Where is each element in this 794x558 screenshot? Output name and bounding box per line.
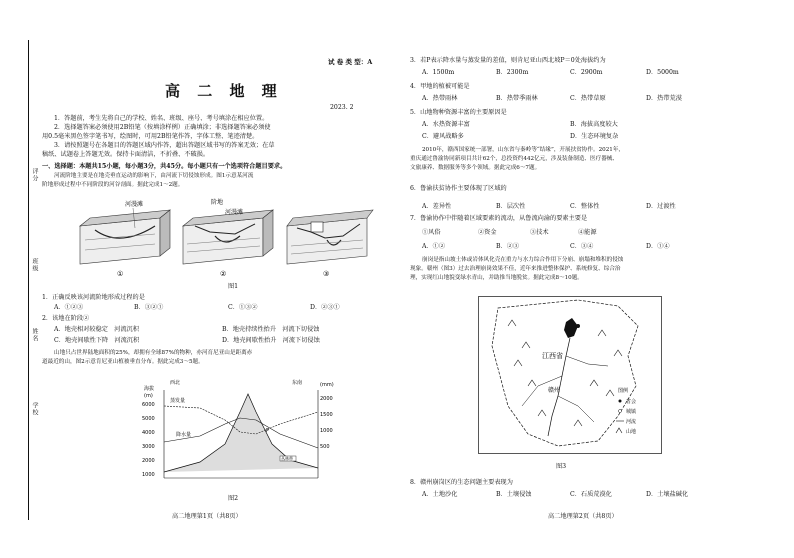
q2-option-c[interactable]: C．地壳间歇性下降 河流沉积: [54, 337, 140, 344]
fig1-label-floodplain-1: 河漫滩: [125, 201, 144, 208]
q7-item-3: ③技术: [530, 229, 549, 236]
q8-stem: 8．赣州崩岗区的生态问题主要表现为: [410, 479, 513, 486]
intro-line: 2010年，赣西国家统一部署，山东省与秦岭等“结缘”，开展扶贫协作。2021年，: [422, 147, 625, 153]
figure-1: [75, 196, 375, 288]
fig2-label-forest: 丛林带: [281, 456, 293, 461]
q1-option-d[interactable]: D．②③①: [310, 304, 340, 311]
q7-item-2: ②资金: [478, 229, 497, 236]
binding-label-class: 班级: [31, 258, 38, 272]
q5-stem: 5．山地物种资源丰富的主要原因是: [410, 109, 507, 116]
intro-line: 道最近的山，图2示意肯尼亚山植被垂直分布。据此完成3～5题。: [42, 359, 204, 365]
q6-option-c[interactable]: C．整体性: [570, 203, 600, 210]
fig2-label-northwest: 西北: [170, 380, 181, 386]
fig1-panel-2: [183, 210, 273, 264]
q4-option-b[interactable]: B．热带季雨林: [496, 95, 538, 102]
footer-right: 高二地理第2页（共8页）: [548, 513, 618, 520]
q3-option-a[interactable]: A．1500m: [422, 69, 455, 76]
instruction-line: 1．答题前，考生先将自己的学校、姓名、班级、座号、考号填涂在相应位置。: [54, 115, 269, 122]
fig1-label-floodplain-2: 河漫滩: [225, 209, 244, 216]
exam-type: 试 卷 类 型：A: [328, 58, 373, 66]
fig3-label-ganzhou: 赣州: [548, 387, 561, 394]
fig2-label-precipitation: 降水量: [176, 432, 192, 438]
q5-option-d[interactable]: D．生态环境复杂: [570, 133, 619, 140]
intro-q3: [42, 349, 252, 367]
instruction-line: 用0.5毫米黑色签字笔书写，绘图时，可用2B铅笔作答，字体工整、笔迹清楚。: [42, 133, 259, 140]
q6-stem: 6．鲁渝扶贫协作主要体现了区域的: [410, 185, 507, 192]
q4-option-a[interactable]: A．热带雨林: [422, 95, 458, 102]
fig1-panel-label-2: ②: [220, 270, 227, 278]
intro-q1: [42, 172, 253, 190]
fig2-right-axis-title: (mm): [320, 382, 334, 388]
q8-option-b[interactable]: B．土壤侵蚀: [496, 491, 532, 498]
binding-line: [28, 40, 29, 520]
fig2-right-tick: 1500: [320, 412, 333, 418]
fig2-left-tick: 4000: [142, 430, 155, 436]
q1-option-b[interactable]: B．③②①: [134, 304, 164, 311]
figure-3-caption: 图3: [556, 463, 567, 470]
instruction-line: 2．选择题答案必须使用2B铅笔（按填涂样例）正确填涂；非选择题答案必须使: [54, 124, 271, 131]
fig3-legend-item: 城镇: [626, 409, 637, 415]
q6-option-a[interactable]: A．差异性: [422, 203, 452, 210]
intro-line: 山地只占世界陆地面积的25%，却拥有全球87%的物种，亦河育尼亚山是距离赤: [54, 350, 253, 356]
exam-date: 2023. 2: [330, 104, 354, 111]
fig3-legend-item: 河流: [626, 419, 637, 425]
section-heading: 一、选择题：本题共15小题，每小题3分，共45分。每小题只有一个选项符合题目要求。: [42, 163, 287, 170]
instruction-line: 稿纸、试题卷上答题无效。保持卡面清洁，不折叠、不破损。: [42, 151, 210, 158]
fig2-left-tick: 2000: [142, 458, 155, 464]
fig1-label-terrace: 阶地: [211, 199, 224, 206]
q7-item-1: ①风俗: [422, 229, 441, 236]
figure-3: [478, 296, 662, 454]
fig2-label-southeast: 东南: [292, 380, 303, 386]
figure-2: [140, 372, 340, 490]
legend-capital-icon: [619, 400, 622, 403]
fig2-label-p: P: [266, 428, 270, 434]
q3-option-d[interactable]: D．5000m: [646, 69, 679, 76]
binding-label-score: 评分: [31, 168, 38, 182]
intro-line: 阶地形成过程中不同阶段的河谷剖面。据此完成1～2题。: [42, 182, 184, 188]
q6-option-b[interactable]: B．层次性: [496, 203, 526, 210]
binding-margin: [0, 0, 36, 558]
q7-item-4: ④能源: [578, 229, 597, 236]
q7-option-d[interactable]: D．①④: [646, 243, 670, 250]
q3-option-b[interactable]: B．2300m: [496, 69, 529, 76]
fig2-left-tick: 3000: [142, 444, 155, 450]
q3-stem: 3．若P表示降水量与蒸发量的差值，则肯尼亚山西北坡P＝0处海拔约为: [410, 57, 606, 64]
q6-option-d[interactable]: D．过渡性: [646, 203, 676, 210]
fig2-left-tick: 1000: [142, 472, 155, 478]
intro-line: 现象。赣州（图3）过去治理崩岗效果不佳，近年来推进整体保护、系统修复、综合治: [410, 266, 621, 272]
q5-option-b[interactable]: B．海拔高度较大: [570, 121, 618, 128]
fig3-legend-title: 图例: [618, 388, 629, 394]
fig3-label-province: 江西省: [542, 352, 563, 360]
fig2-right-tick: 2000: [320, 396, 333, 402]
fig2-left-axis-title: 海拔: [144, 386, 155, 392]
q5-option-c[interactable]: C．避风战略多: [422, 133, 464, 140]
intro-line: 崩岗是指山坡土体或岩体风化壳在重力与水力综合作用下分崩、崩塌和堆积的侵蚀: [422, 257, 624, 263]
fig3-legend-item: 山地: [626, 429, 637, 435]
instructions: [42, 114, 275, 159]
q5-option-a[interactable]: A．水热资源丰富: [422, 121, 470, 128]
intro-line: 文旅康养、数据服务等多个领域。据此完成6～7题。: [410, 165, 541, 171]
q3-option-c[interactable]: C．2900m: [570, 69, 603, 76]
q2-option-b[interactable]: B．地壳持续性抬升 河流下切侵蚀: [222, 326, 320, 333]
q8-option-c[interactable]: C．石质荒漠化: [570, 491, 612, 498]
q8-option-a[interactable]: A．土地沙化: [422, 491, 458, 498]
q7-option-c[interactable]: C．③④: [570, 243, 594, 250]
binding-label-school: 学校: [31, 402, 38, 416]
legend-town-icon: [619, 410, 622, 413]
intro-line: 重庆通过鲁渝协同新项目共计62个，总投资约442亿元，涉及装备制造、医疗器械、: [410, 156, 618, 162]
q1-option-c[interactable]: C．①③②: [228, 304, 258, 311]
intro-q8: [410, 256, 623, 283]
q7-option-b[interactable]: B．②③: [496, 243, 520, 250]
fig1-panel-3: [287, 210, 373, 264]
q7-stem: 7．鲁渝协作中伴随着区域要素的流动，从鲁流向渝的要素主要是: [410, 215, 588, 222]
intro-q6: [410, 146, 624, 173]
page-title: 高 二 地 理: [165, 82, 283, 100]
q2-option-a[interactable]: A．地壳相对较稳定 河流沉积: [54, 326, 139, 333]
binding-label-name: 姓名: [31, 328, 38, 342]
q2-option-d[interactable]: D．地壳间歇性抬升 河流下切侵蚀: [222, 337, 320, 344]
fig2-label-evaporation: 蒸发量: [170, 398, 186, 404]
q1-option-a[interactable]: A．①②③: [54, 304, 84, 311]
fig1-panel-1: [80, 210, 170, 264]
q8-option-d[interactable]: D．土壤盐碱化: [646, 491, 689, 498]
fig1-panel-label-3: ③: [323, 270, 330, 278]
intro-line: 河流阶地主要是在地壳垂直运动的影响下，由河流下切侵蚀形成。图1示意某河流: [54, 173, 254, 179]
q7-option-a[interactable]: A．①②: [422, 243, 446, 250]
figure-2-caption: 图2: [228, 495, 239, 502]
q1-stem: 1．正确反映该河流阶地形成过程的是: [42, 294, 145, 301]
fig2-right-tick: 1000: [320, 428, 333, 434]
q2-stem: 2．该地在阶段②: [42, 315, 90, 322]
q4-option-d[interactable]: D．热带荒漠: [646, 95, 682, 102]
instruction-line: 3．请按照题号在各题目的答题区域内作答，超出答题区域书写的答案无效；在草: [54, 142, 275, 149]
fig3-legend-item: 省会: [626, 399, 637, 405]
figure-1-caption: 图1: [228, 283, 239, 290]
fig1-panel-label-1: ①: [117, 270, 124, 278]
fig2-left-tick: 5000: [142, 416, 155, 422]
fig3-city-marker: [576, 324, 580, 328]
footer-left: 高二地理第1页（共8页）: [172, 513, 242, 520]
fig2-left-tick: 6000: [142, 402, 155, 408]
intro-line: 理，实现红山地貌变绿水青山，并助推当地脱贫。据此完成8～10题。: [410, 275, 583, 281]
q4-option-c[interactable]: C．热带草原: [570, 95, 606, 102]
fig2-left-axis-unit: (m): [144, 393, 153, 399]
q4-stem: 4．甲地的植被可能是: [410, 83, 470, 90]
fig2-right-tick: 500: [320, 444, 330, 450]
